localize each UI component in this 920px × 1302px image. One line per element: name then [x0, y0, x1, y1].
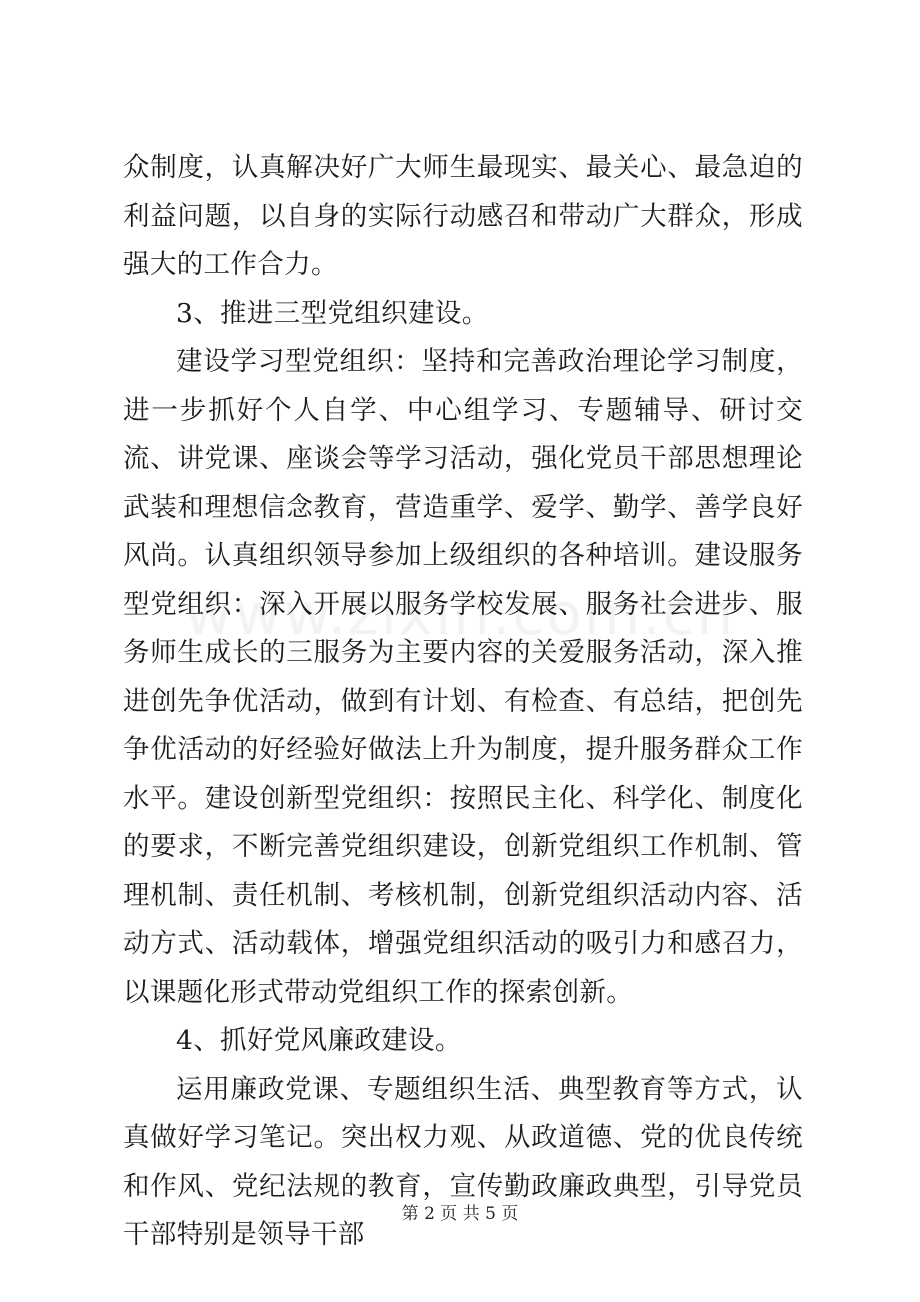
page-footer: 第 2 页 共 5 页	[401, 1204, 519, 1224]
paragraph: 众制度，认真解决好广大师生最现实、最关心、最急迫的利益问题，以自身的实际行动感召和带动广大群众，形成强大的工作合力。	[123, 152, 803, 280]
section-heading: 4、抓好党风廉政建设。	[176, 1025, 462, 1056]
section-heading: 3、推进三型党组织建设。	[176, 297, 489, 329]
paragraph: 建设学习型党组织：坚持和完善政治理论学习制度，进一步抓好个人自学、中心组学习、专题辅导、研讨交流、讲党课、座谈会等学习活动，强化党员干部思想理论武装和理想信念教育，营造重学、爱学、勤学、善学良好风尚。认真组织领导参加上级组织的各种培训。建设服务型党组织：深入开展以服务学校发展、服务社会进步、服务师生成长的三服务为主要内容的关爱服务活动，深入推进创先争优活动，做到有计划、有检查、有总结，把创先争优活动的好经验好做法上升为制度，提升服务群众工作水平。建设创新型党组织：按照民主化、科学化、制度化的要求，不断完善党组织建设，创新党组织工作机制、管理机制、责任机制、考核机制，创新党组织活动内容、活动方式、活动载体，增强党组织活动的吸引力和感召力，以课题化形式带动党组织工作的探索创新。	[123, 346, 803, 1008]
document-body	[123, 144, 803, 1260]
paragraph: 运用廉政党课、专题组织生活、典型教育等方式，认真做好学习笔记。突出权力观、从政道德、党的优良传统和作风、党纪法规的教育，宣传勤政廉政典型，引导党员干部特别是领导干部	[123, 1073, 803, 1250]
